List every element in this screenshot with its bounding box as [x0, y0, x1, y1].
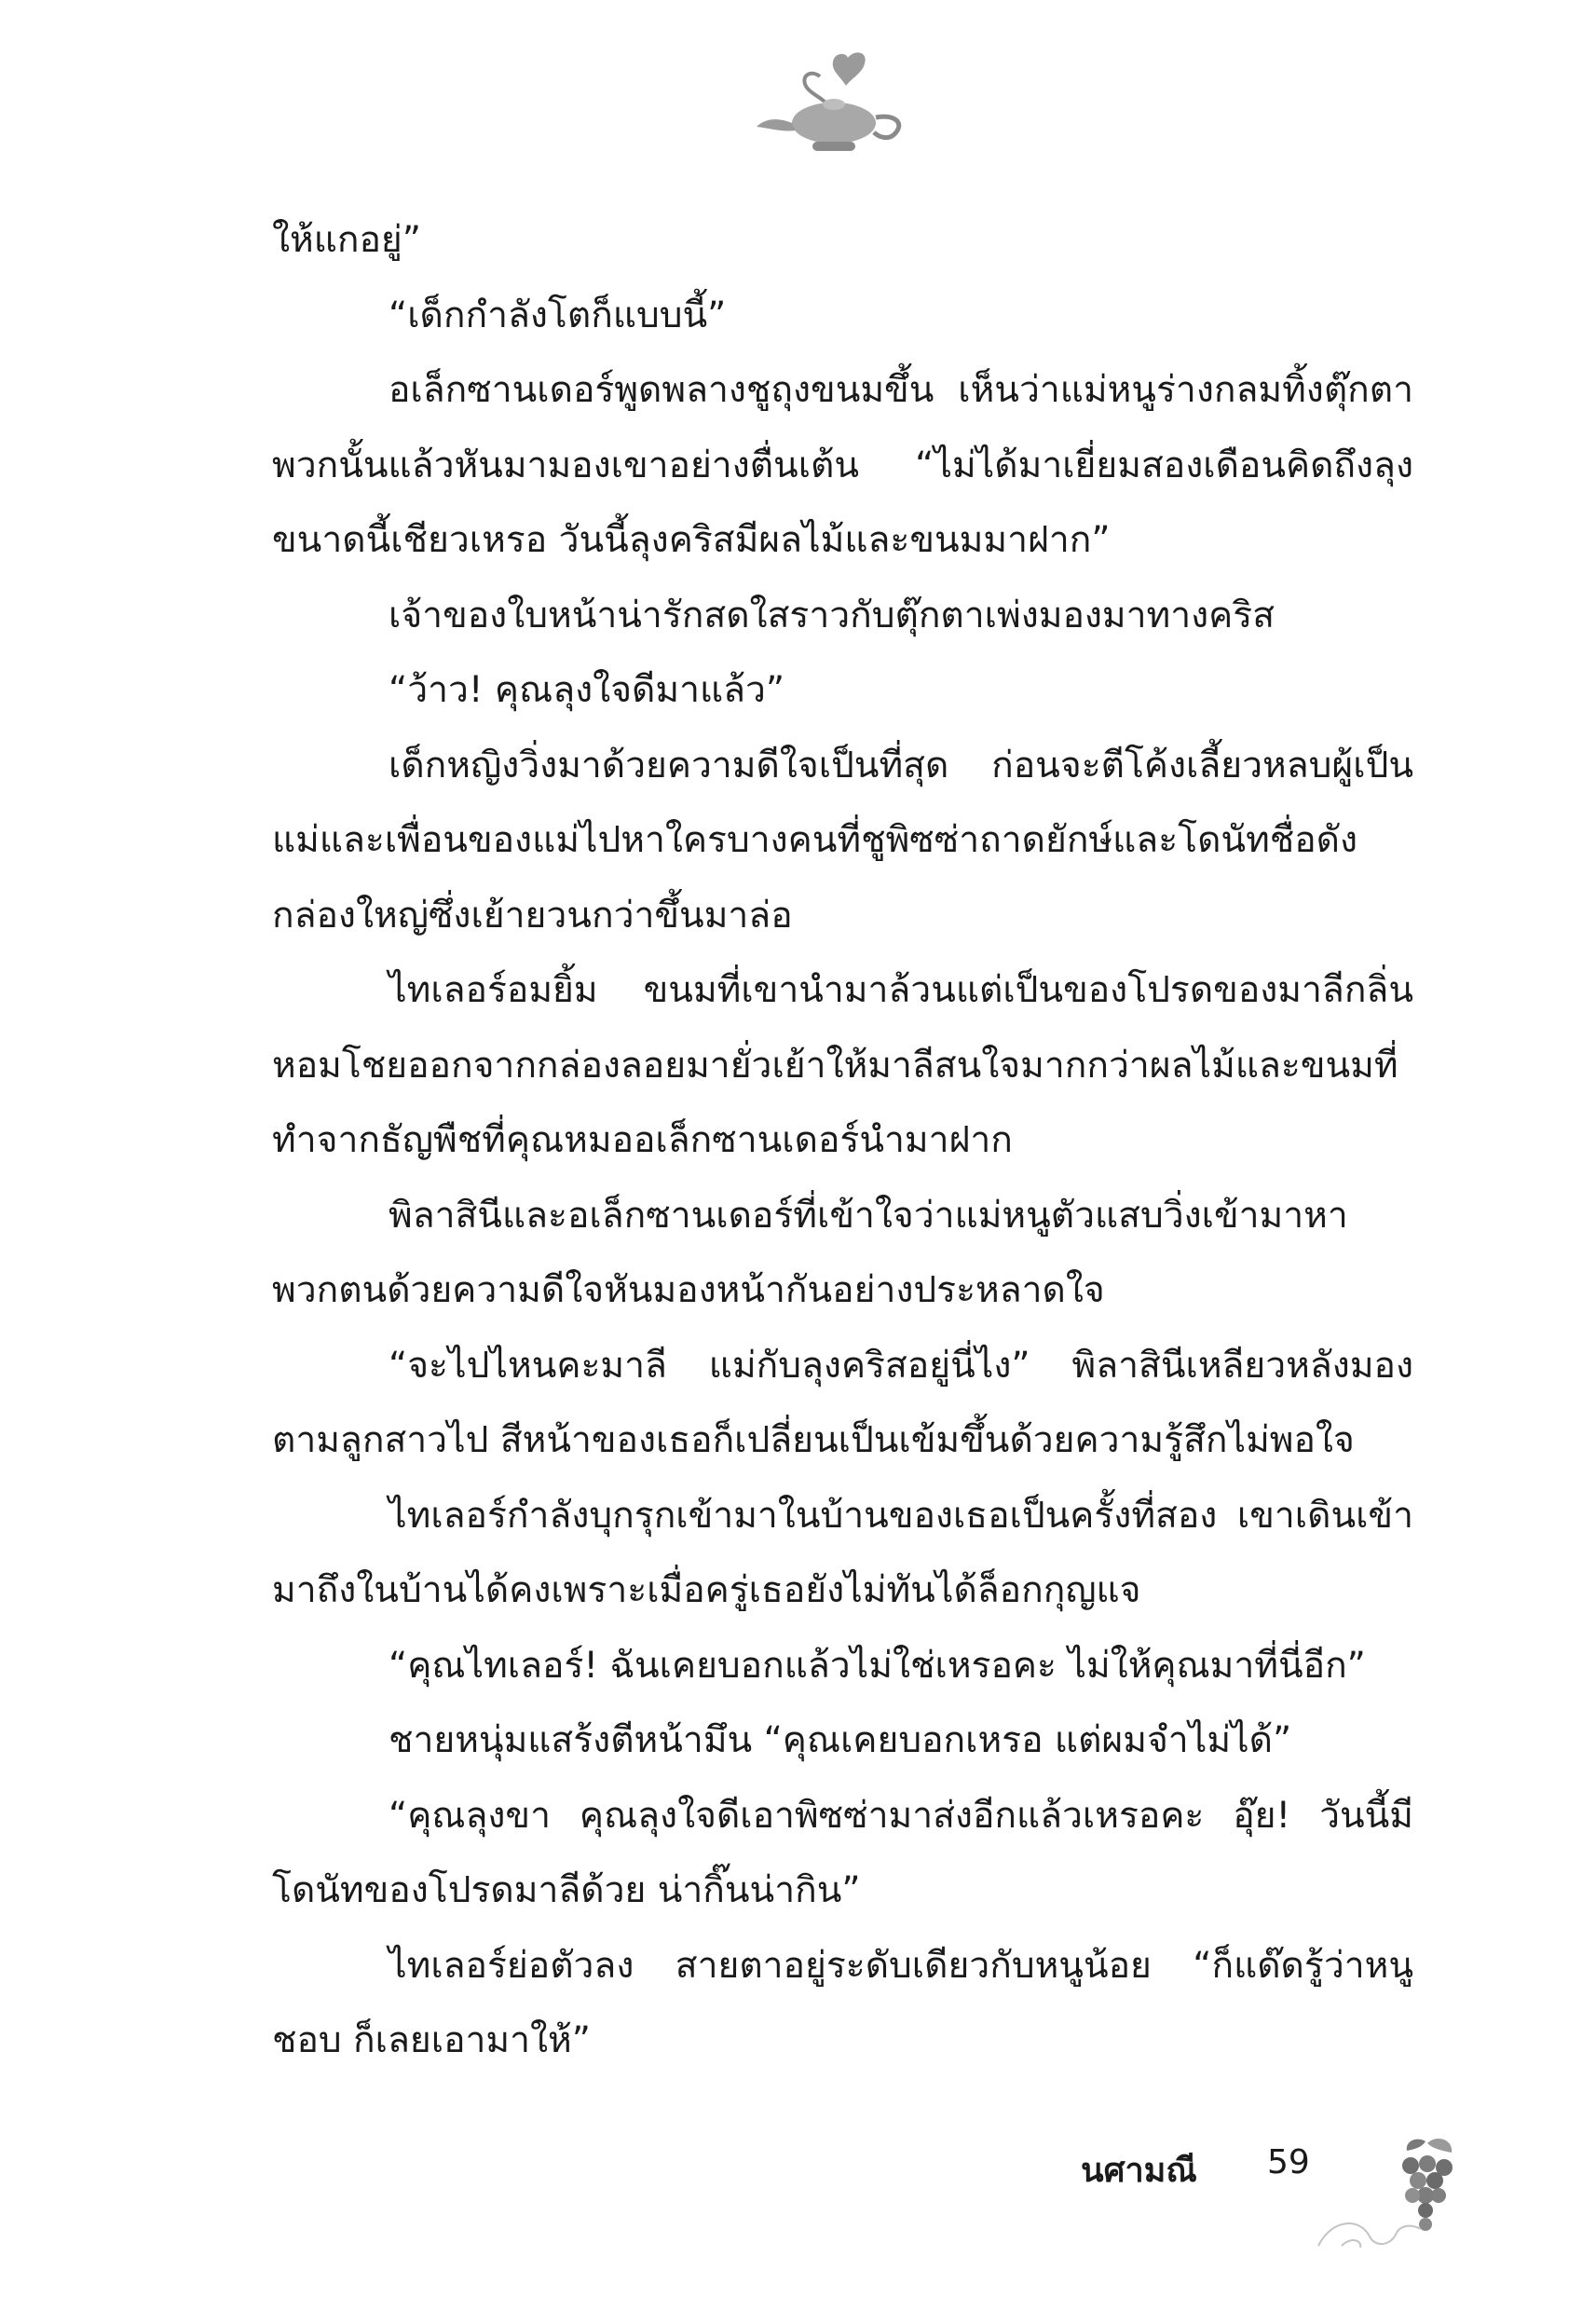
paragraph: “คุณไทเลอร์! ฉันเคยบอกแล้วไม่ใช่เหรอคะ ไม่ให้คุณมาที่นี่อีก”	[389, 1644, 1366, 1687]
paragraph: “เด็กกำลังโตก็แบบนี้”	[389, 294, 727, 336]
page-footer	[1081, 2134, 1472, 2274]
paragraph: ไทเลอร์ย่อตัวลง สายตาอยู่ระดับเดียวกับหนูน้อย “ก็แด๊ดรู้ว่าหนูชอบ ก็เลยเอามาให้”	[272, 1944, 1413, 2061]
paragraph: “ว้าว! คุณลุงใจดีมาแล้ว”	[389, 669, 785, 711]
paragraph: พิลาสินีและอเล็กซานเดอร์ที่เข้าใจว่าแม่หนูตัวแสบวิ่งเข้ามาหาพวกตนด้วยความดีใจหันมองหน้ากันอย่างประหลาดใจ	[272, 1194, 1348, 1311]
paragraph: อเล็กซานเดอร์พูดพลางชูถุงขนมขึ้น เห็นว่าแม่หนูร่างกลมทิ้งตุ๊กตาพวกนั้นแล้วหันมามองเขาอย่างตื่นเต้น “ไม่ได้มาเยี่ยมสองเดือนคิดถึงลุงขนาดนี้เชียวเหรอ วันนี้ลุงคริสมีผลไม้และขนมมาฝาก”	[272, 369, 1413, 561]
paragraph: ชายหนุ่มแสร้งตีหน้ามึน “คุณเคยบอกเหรอ แต่ผมจำไม่ได้”	[389, 1719, 1292, 1761]
paragraph: เจ้าของใบหน้าน่ารักสดใสราวกับตุ๊กตาเพ่งมองมาทางคริส	[389, 594, 1275, 636]
paragraph: ให้แกอยู่”	[272, 219, 421, 261]
lamp-and-heart-icon	[755, 48, 913, 160]
paragraph: เด็กหญิงวิ่งมาด้วยความดีใจเป็นที่สุด ก่อนจะตีโค้งเลี้ยวหลบผู้เป็นแม่และเพื่อนของแม่ไปหาใครบางคนที่ชูพิซซ่าถาดยักษ์และโดนัทชื่อดังกล่องใหญ่ซึ่งเย้ายวนกว่าขึ้นมาล่อ	[272, 744, 1413, 937]
paragraph: “จะไปไหนคะมาลี แม่กับลุงคริสอยู่นี่ไง” พิลาสินีเหลียวหลังมองตามลูกสาวไป สีหน้าของเธอก็เปลี่ยนเป็นเข้มขึ้นด้วยความรู้สึกไม่พอใจ	[272, 1344, 1413, 1461]
story-text	[272, 203, 1413, 2079]
paragraph: ไทเลอร์อมยิ้ม ขนมที่เขานำมาล้วนแต่เป็นของโปรดของมาลีกลิ่นหอมโชยออกจากกล่องลอยมายั่วเย้าให้มาลีสนใจมากกว่าผลไม้และขนมที่ทำจากธัญพืชที่คุณหมออเล็กซานเดอร์นำมาฝาก	[272, 969, 1413, 1161]
swirl-decoration-icon	[1314, 2208, 1425, 2255]
book-title: นศามณี	[1081, 2152, 1197, 2190]
paragraph: “คุณลุงขา คุณลุงใจดีเอาพิซซ่ามาส่งอีกแล้วเหรอคะ อุ๊ย! วันนี้มีโดนัทของโปรดมาลีด้วย น่ากิ๊นน่ากิน”	[272, 1794, 1413, 1911]
page-number: 59	[1267, 2143, 1310, 2181]
paragraph: ไทเลอร์กำลังบุกรุกเข้ามาในบ้านของเธอเป็นครั้งที่สอง เขาเดินเข้ามาถึงในบ้านได้คงเพราะเมื่อครู่เธอยังไม่ทันได้ล็อกกุญแจ	[272, 1494, 1413, 1611]
